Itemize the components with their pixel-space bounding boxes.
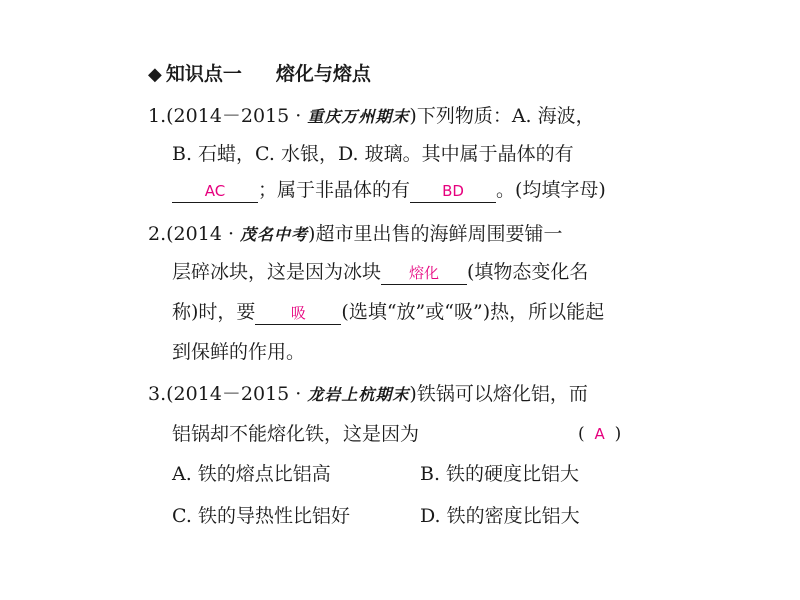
q2-text-3a: 称)时，要 bbox=[172, 301, 256, 323]
q1-answer-2: BD bbox=[442, 182, 464, 200]
q1-line-2 bbox=[172, 142, 574, 166]
q2-source-open: (2014 · bbox=[166, 223, 241, 245]
q2-text-4: 到保鲜的作用。 bbox=[172, 341, 306, 363]
q3-paren-close: ) bbox=[614, 424, 622, 444]
q3-source-close: ) bbox=[409, 383, 417, 405]
heading-title: 熔化与熔点 bbox=[275, 63, 371, 85]
q1-line-3 bbox=[172, 178, 606, 203]
q2-blank-1[interactable] bbox=[381, 262, 467, 285]
q2-line-1 bbox=[148, 222, 562, 247]
q3-option-b-text: B. 铁的硬度比铝大 bbox=[420, 463, 580, 485]
q1-text-1: 下列物质：A. 海波， bbox=[416, 105, 595, 127]
q1-number: 1. bbox=[148, 105, 167, 127]
q1-text-3b: 。(均填字母) bbox=[496, 179, 606, 201]
q3-text-2: 铝锅却不能熔化铁，这是因为 bbox=[172, 423, 420, 445]
q2-line-4 bbox=[172, 340, 305, 364]
q3-paren-open: ( bbox=[578, 424, 585, 444]
q3-answer: A bbox=[594, 425, 605, 443]
q2-text-1: 超市里出售的海鲜周围要铺一 bbox=[315, 223, 563, 245]
q3-number: 3. bbox=[148, 383, 167, 405]
diamond-icon: ◆ bbox=[148, 64, 162, 85]
heading-label: 知识点一 bbox=[165, 63, 242, 85]
q3-option-a-text: A. 铁的熔点比铝高 bbox=[172, 463, 331, 485]
q3-line-2 bbox=[172, 422, 419, 446]
q2-text-3b: (选填“放”或“吸”)热，所以能起 bbox=[341, 301, 605, 323]
q1-source-close: ) bbox=[409, 105, 417, 127]
q2-line-3 bbox=[172, 300, 604, 325]
q1-blank-2[interactable] bbox=[410, 180, 496, 203]
q2-source: 茂名中考 bbox=[240, 225, 309, 244]
q2-line-2 bbox=[172, 260, 588, 285]
q3-option-c[interactable] bbox=[172, 504, 350, 528]
q2-blank-2[interactable] bbox=[255, 302, 341, 325]
q1-blank-1[interactable] bbox=[172, 180, 258, 203]
q3-option-d[interactable] bbox=[420, 504, 580, 528]
q3-source-open: (2014－2015 · bbox=[166, 383, 308, 405]
q1-source-open: (2014－2015 · bbox=[166, 105, 308, 127]
q1-line-1 bbox=[148, 104, 595, 129]
q2-source-close: ) bbox=[308, 223, 316, 245]
q1-text-2: B. 石蜡，C. 水银，D. 玻璃。其中属于晶体的有 bbox=[172, 143, 574, 165]
q3-text-1: 铁锅可以熔化铝，而 bbox=[416, 383, 588, 405]
q3-source: 龙岩上杭期末 bbox=[307, 385, 410, 404]
q3-line-1 bbox=[148, 382, 588, 407]
q3-option-d-text: D. 铁的密度比铝大 bbox=[420, 505, 580, 527]
q3-option-a[interactable] bbox=[172, 462, 331, 486]
q2-answer-1: 熔化 bbox=[409, 264, 440, 282]
q2-text-2a: 层碎冰块，这是因为冰块 bbox=[172, 261, 382, 283]
q2-number: 2. bbox=[148, 223, 167, 245]
q3-option-c-text: C. 铁的导热性比铝好 bbox=[172, 505, 350, 527]
q3-answer-bracket[interactable] bbox=[578, 422, 621, 446]
q2-answer-2: 吸 bbox=[290, 304, 306, 322]
q2-text-2b: (填物态变化名 bbox=[467, 261, 589, 283]
q3-option-b[interactable] bbox=[420, 462, 579, 486]
q1-source: 重庆万州期末 bbox=[307, 107, 410, 126]
q1-text-3a: ；属于非晶体的有 bbox=[258, 179, 411, 201]
q1-answer-1: AC bbox=[204, 182, 226, 200]
section-heading bbox=[148, 62, 371, 87]
